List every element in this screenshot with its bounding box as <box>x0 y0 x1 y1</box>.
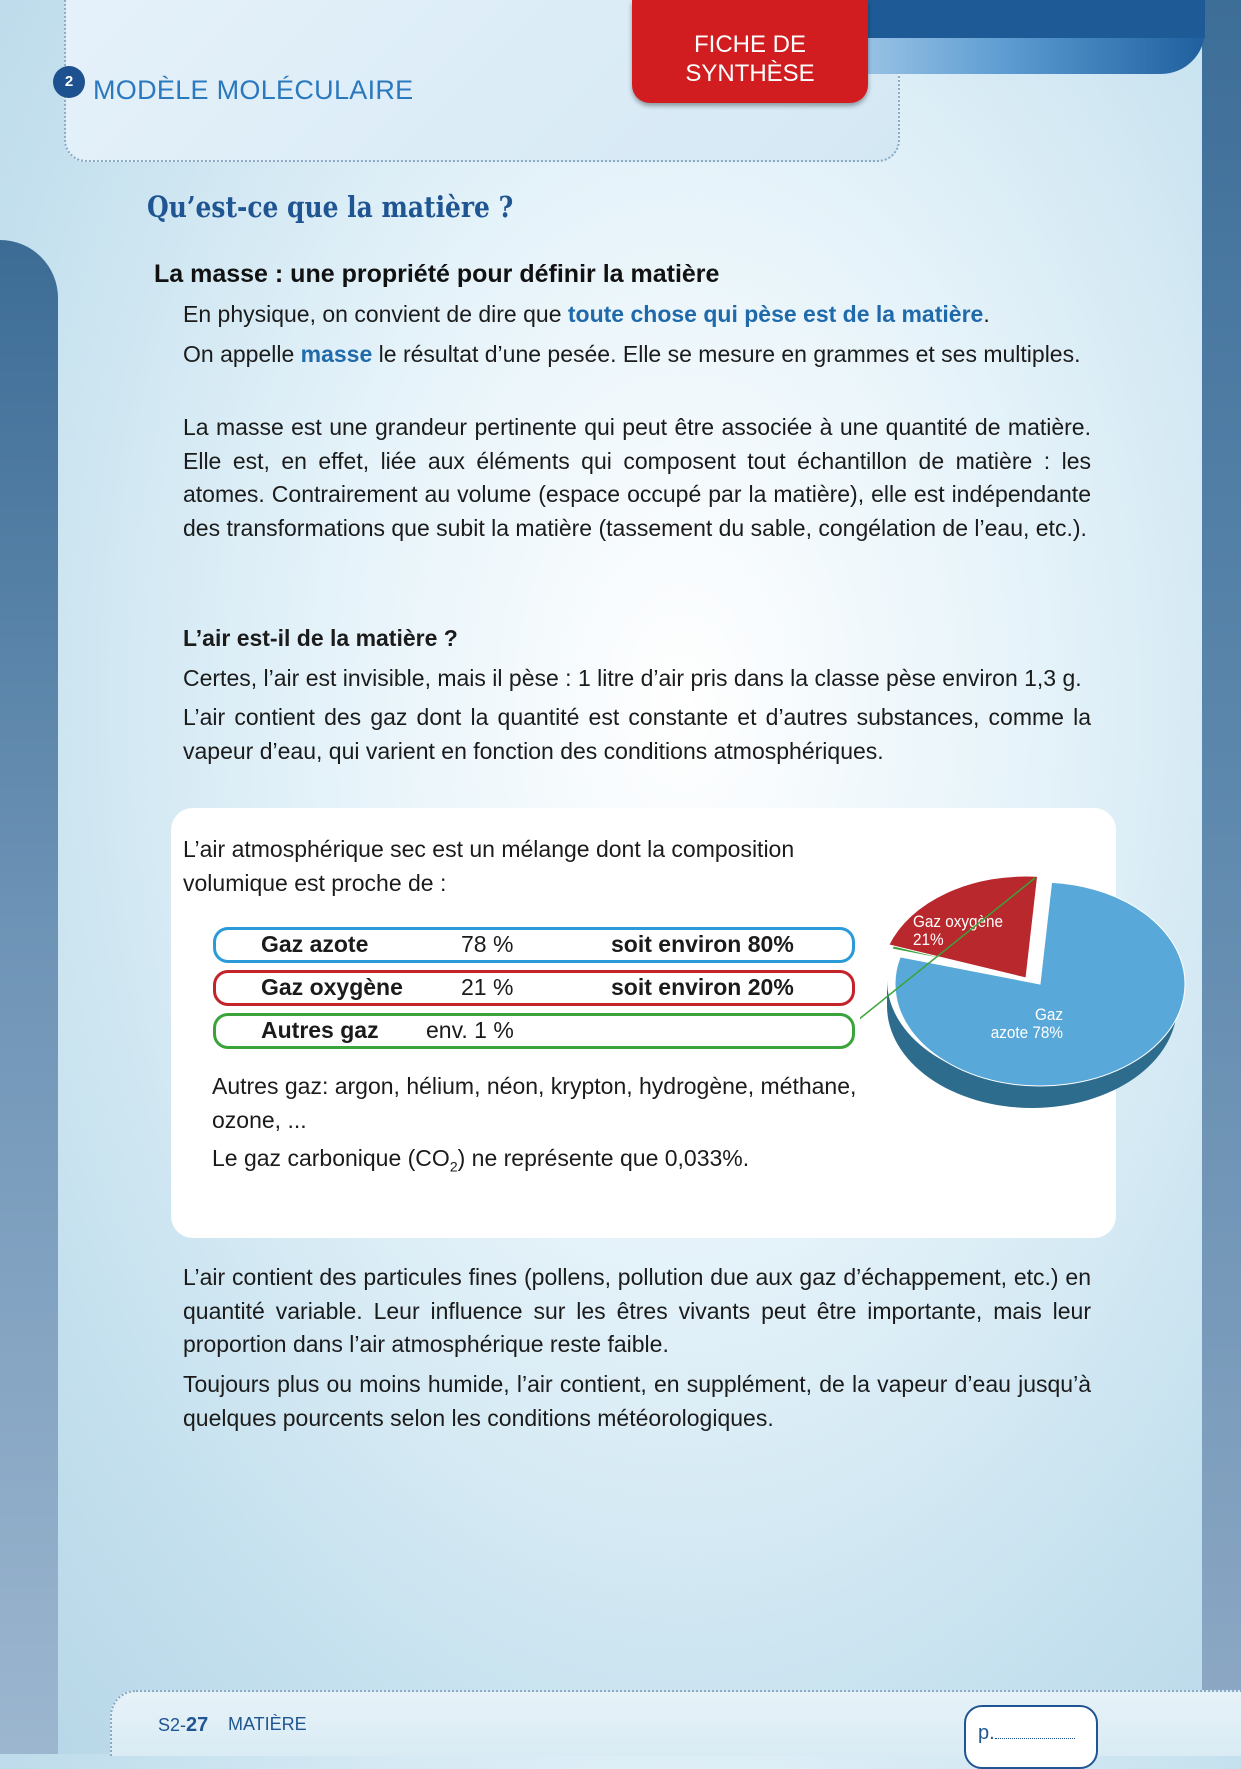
row-name: Gaz azote <box>261 931 369 957</box>
text: S2- <box>158 1715 187 1735</box>
top-dark-band <box>850 0 1205 38</box>
pie-slice-label: 21% <box>913 930 944 950</box>
row-gaz-azote <box>213 927 855 963</box>
paragraph-particules: L’air contient des particules fines (pollens, pollution due aux gaz d’échappement, etc.) en quantité variable. Leur influence sur les êtres vivants peut être importante, mais leur proportion dans l’air atmosphérique reste faible. <box>183 1264 1091 1357</box>
paragraph-masse <box>183 338 1091 372</box>
co2-subscript: 2 <box>449 1158 458 1175</box>
footer-reference <box>158 1714 208 1737</box>
row-approx: soit environ 20% <box>611 974 794 1000</box>
air-composition-pie-chart <box>860 860 1190 1140</box>
paragraph-air-pese: Certes, l’air est invisible, mais il pèse : 1 litre d’air pris dans la classe pèse environ 1,3 g. <box>183 665 1082 691</box>
text: ) ne représente que 0,033%. <box>457 1145 750 1171</box>
page-number-line <box>995 1738 1075 1739</box>
text: le résultat d’une pesée. Elle se mesure en grammes et ses multiples. <box>372 341 1081 367</box>
row-value: 21 % <box>461 974 514 1000</box>
left-decorative-bar <box>0 240 58 1754</box>
text: En physique, on convient de dire que <box>183 301 568 327</box>
row-name: Gaz oxygène <box>261 974 403 1000</box>
paragraph-definition <box>183 298 1091 332</box>
text: Le gaz carbonique (CO <box>212 1145 450 1171</box>
page-title: Qu’est-ce que la matière ? <box>147 190 514 224</box>
section-heading-air: L’air est-il de la matière ? <box>183 625 458 651</box>
section-heading-masse: La masse : une propriété pour définir la matière <box>154 260 720 288</box>
pie-slice-label: azote 78% <box>990 1023 1063 1043</box>
card-intro: L’air atmosphérique sec est un mélange dont la composition volumique est proche de : <box>183 836 795 896</box>
row-autres-gaz <box>213 1013 855 1049</box>
tab-label-line2: SYNTHÈSE <box>685 60 815 87</box>
tab-label-line1: FICHE DE <box>693 31 806 58</box>
paragraph-humidite: Toujours plus ou moins humide, l’air contient, en supplément, de la vapeur d’eau jusqu’à quelques pourcents selon les conditions météorologiques. <box>183 1371 1091 1431</box>
text: On appelle <box>183 341 301 367</box>
chapter-title: MODÈLE MOLÉCULAIRE <box>93 75 414 105</box>
pie-slice-label: Gaz oxygène <box>913 912 1004 932</box>
others-note: Autres gaz: argon, hélium, néon, krypton, hydrogène, méthane, ozone, ... <box>212 1073 857 1133</box>
text: 27 <box>186 1714 209 1736</box>
footer-section: MATIÈRE <box>228 1714 307 1734</box>
highlight-masse: masse <box>300 341 373 367</box>
pie-slice-label: Gaz <box>1034 1005 1063 1025</box>
row-value: 78 % <box>461 931 514 957</box>
paragraph-air-contient: L’air contient des gaz dont la quantité est constante et d’autres substances, comme la vapeur d’eau, qui varient en fonction des conditions atmosphériques. <box>183 704 1091 764</box>
paragraph-grandeur: La masse est une grandeur pertinente qui peut être associée à une quantité de matière. Elle est, en effet, liée aux éléments qui composent tout échantillon de matière : les atomes. Contrairement au volume (espace occupé par la matière), elle est indépendante des transformations que subit la matière (tassement du sable, congélation de l’eau, etc.). <box>183 414 1091 541</box>
page-label: p. <box>978 1722 995 1744</box>
row-value: env. 1 % <box>426 1017 514 1043</box>
co2-note <box>212 1142 892 1184</box>
row-approx: soit environ 80% <box>611 931 794 957</box>
row-name: Autres gaz <box>261 1017 379 1043</box>
fiche-synthese-tab <box>632 0 868 103</box>
chapter-number-badge: 2 <box>53 66 85 98</box>
highlight-matiere: toute chose qui pèse est de la matière <box>567 301 984 327</box>
row-gaz-oxygene <box>213 970 855 1006</box>
right-decorative-bar <box>1202 0 1241 1754</box>
text: . <box>983 301 990 327</box>
